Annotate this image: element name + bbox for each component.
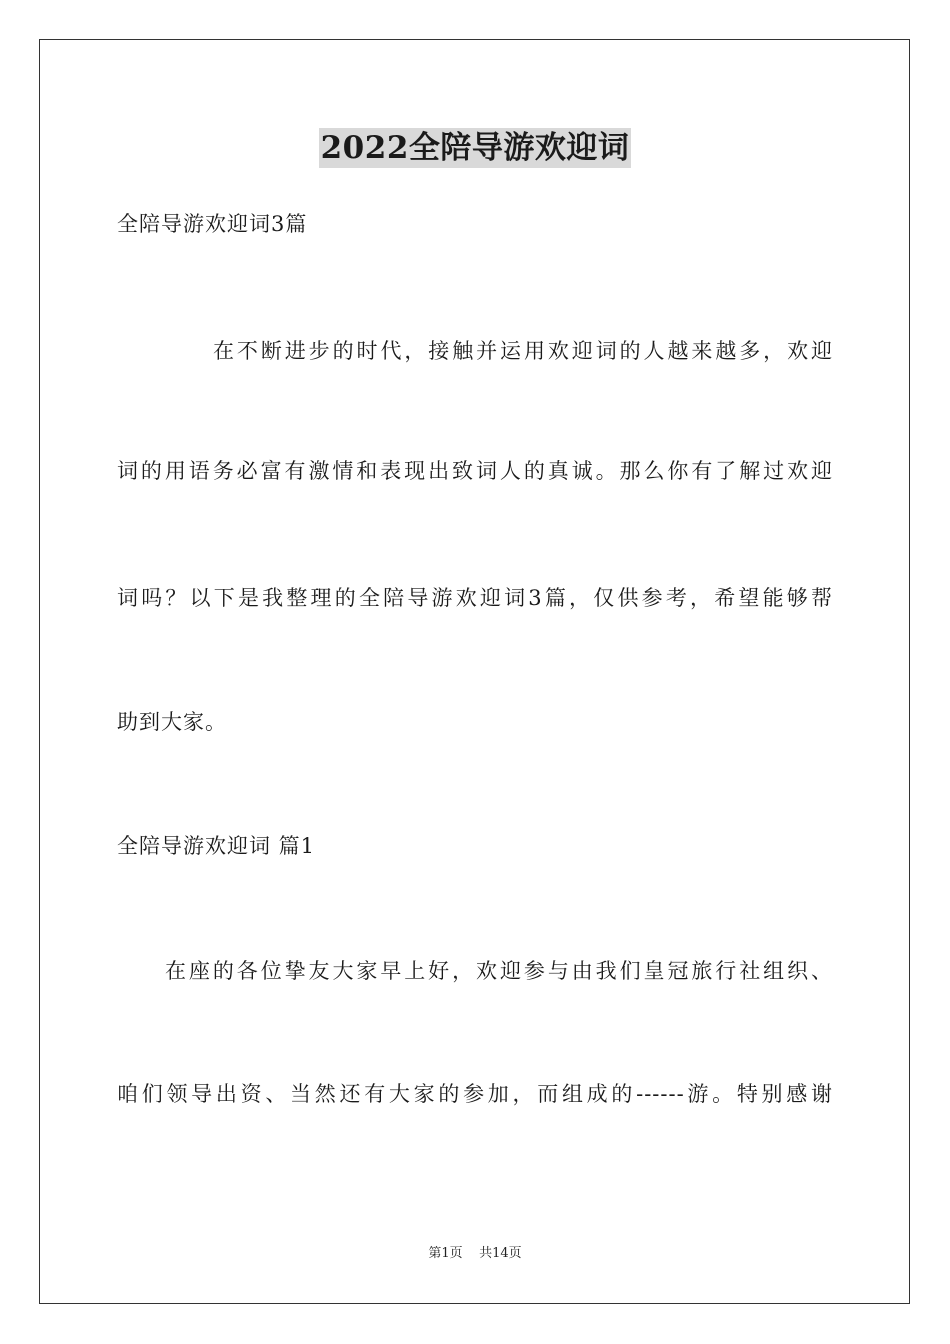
body-line-2: 咱们领导出资、当然还有大家的参加，而组成的------游。特别感谢 [117, 1082, 833, 1106]
document-subtitle: 全陪导游欢迎词3篇 [117, 212, 308, 236]
total-pages: 共14页 [479, 1246, 522, 1261]
body-line-1: 在座的各位挚友大家早上好，欢迎参与由我们皇冠旅行社组织、 [165, 959, 833, 983]
intro-line-2: 词的用语务必富有激情和表现出致词人的真诚。那么你有了解过欢迎 [117, 459, 833, 483]
section-heading: 全陪导游欢迎词 篇1 [117, 834, 316, 858]
intro-line-4: 助到大家。 [117, 710, 227, 734]
intro-line-3: 词吗？以下是我整理的全陪导游欢迎词3篇，仅供参考，希望能够帮 [117, 586, 833, 610]
intro-line-1: 在不断进步的时代，接触并运用欢迎词的人越来越多，欢迎 [213, 339, 833, 363]
title-container [0, 128, 950, 168]
page-footer [0, 1245, 950, 1263]
page-number: 第1页 [428, 1246, 463, 1261]
document-title: 2022全陪导游欢迎词 [320, 130, 630, 166]
